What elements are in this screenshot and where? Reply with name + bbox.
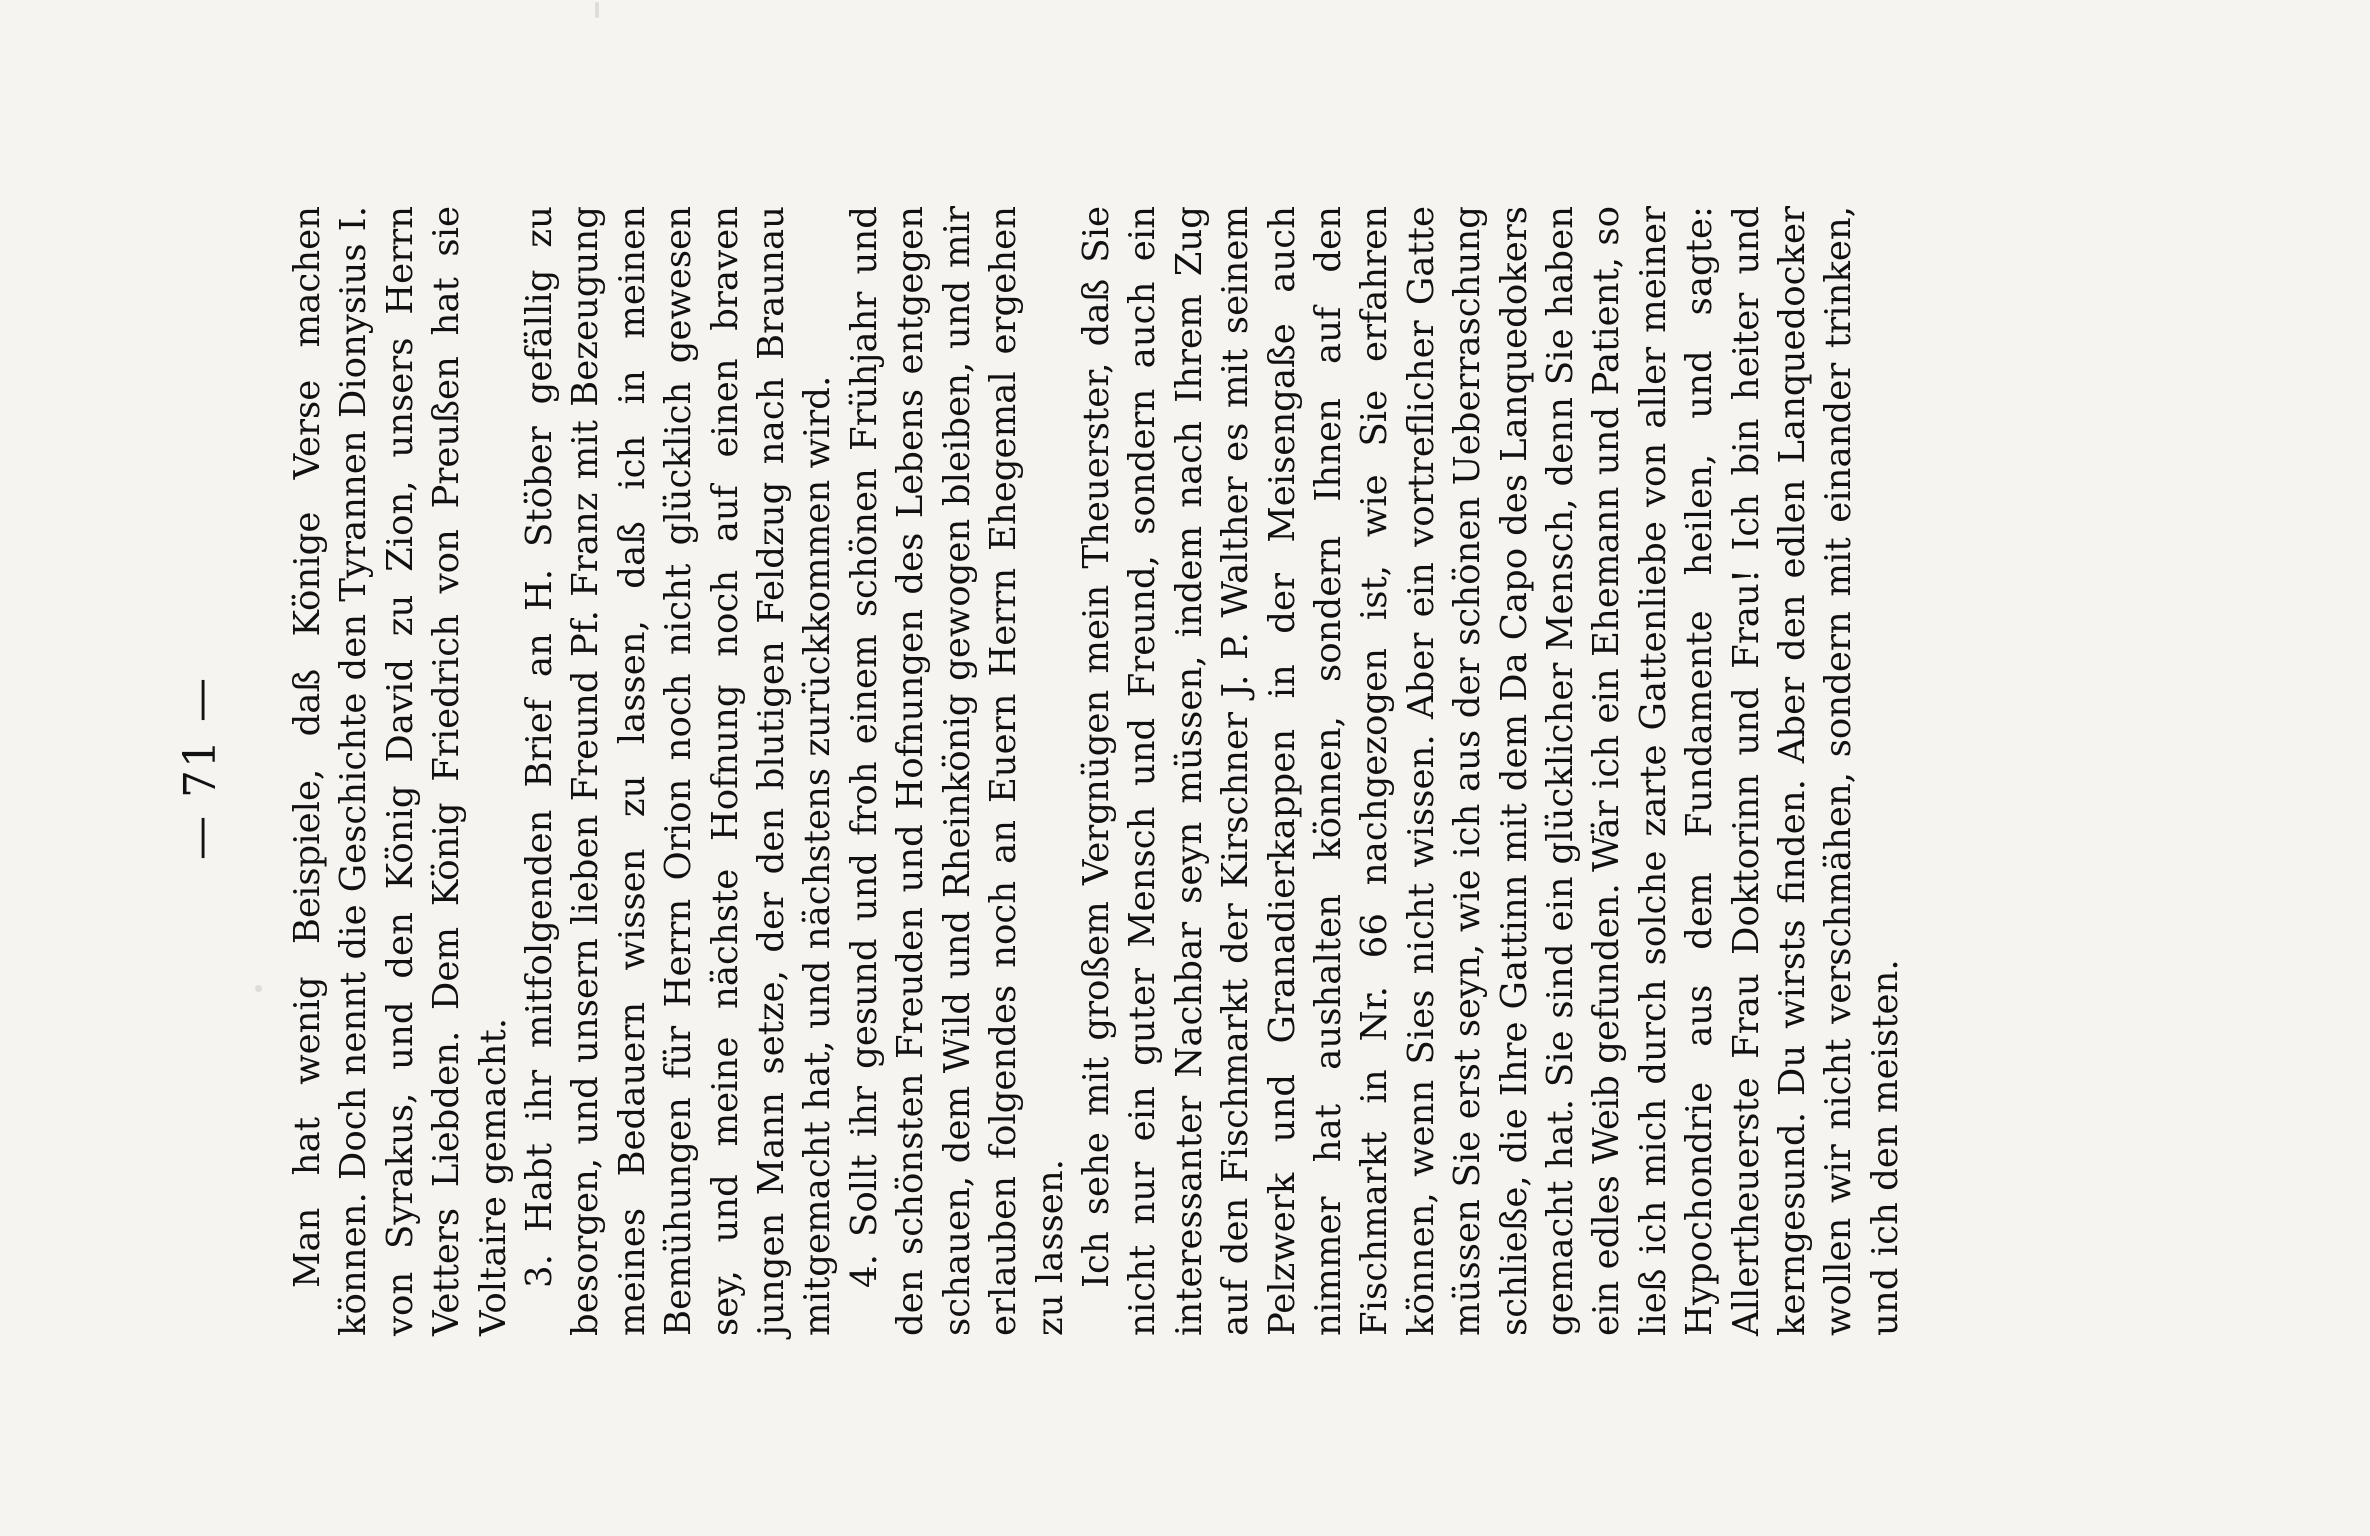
page-number: — 71 — bbox=[175, 676, 226, 860]
paragraph-1: Man hat wenig Beispiele, daß Könige Verse machen können. Doch nennt die Geschichte den Tyrannen Dionysius I. von Syrakus, und den König David zu Zion, unsers Herrn Vetters Liebden. Dem König Friedrich von Preußen hat sie Voltaire gemacht. bbox=[287, 206, 514, 1336]
body-text bbox=[285, 206, 1909, 1336]
paragraph-2: 3. Habt ihr mitfolgenden Brief an H. Stöber gefällig zu besorgen, und unsern lieben Freund Pf. Franz mit Bezeugung meines Bedauern wissen zu lassen, daß ich in meinen Bemühungen für Herrn Orion noch nicht glücklich gewesen sey, und meine nächste Hofnung noch auf einen braven jungen Mann setze, der den blutigen Feldzug nach Braunau mitgemacht hat, und nächstens zurückkommen wird. bbox=[519, 206, 839, 1336]
paragraph-3: 4. Sollt ihr gesund und froh einem schönen Frühjahr und den schönsten Freuden und Hofnungen des Lebens entgegen schauen, dem Wild und Rheinkönig gewogen bleiben, und mir erlauben folgendes noch an Euern Herrn Ehegemal ergehen zu lassen. bbox=[843, 206, 1071, 1336]
paragraph-4: Ich sehe mit großem Vergnügen mein Theuerster, daß Sie nicht nur ein guter Mensch und Freund, sondern auch ein interessanter Nachbar seyn müssen, indem nach Ihrem Zug auf den Fischmarkt der Kirschner J. P. Walther es mit seinem Pelzwerk und Granadierkappen in der Meisengaße auch nimmer hat aushalten können, sondern Ihnen auf den Fischmarkt in Nr. 66 nachgezogen ist, wie Sie erfahren können, wenn Sies nicht wissen. Aber ein vortreflicher Gatte müssen Sie erst seyn, wie ich aus der schönen Ueberraschung schließe, die Ihre Gattinn mit dem Da Capo des Lanquedokers gemacht hat. Sie sind ein glücklicher Mensch, denn Sie haben ein edles Weib gefunden. Wär ich ein Ehemann und Patient, so ließ ich mich durch solche zarte Gattenliebe von aller meiner Hypochondrie aus dem Fundamente heilen, und sagte: Allertheuerste Frau Doktorinn und Frau! Ich bin heiter und kerngesund. Du wirsts finden. Aber den edlen Lanquedocker wollen wir nicht verschmähen, sondern mit einander trinken, und ich den meisten. bbox=[1075, 206, 1906, 1336]
